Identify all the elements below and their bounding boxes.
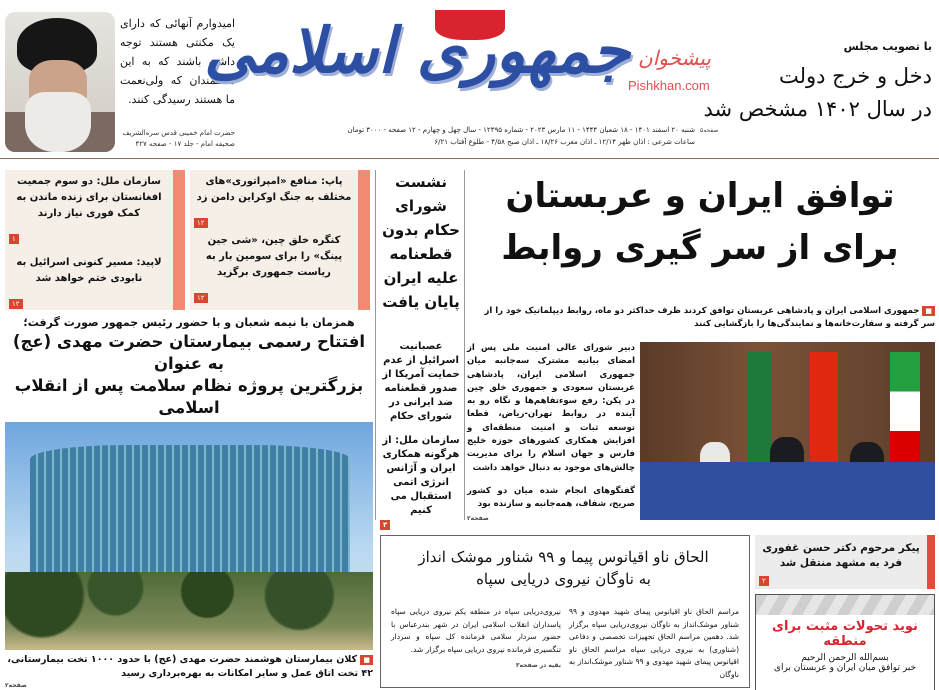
decorative-pattern	[756, 595, 934, 615]
quote-source-line: حضرت امام خمینی قدس سره‌الشریف	[122, 129, 235, 137]
page-badge: ۱	[9, 234, 19, 244]
column-divider	[464, 170, 465, 520]
caption-text: کلان بیمارستان هوشمند حضرت مهدی (عج) با حدود ۱۰۰۰ تخت بیمارستانی، ۴۲ تخت اتاق عمل و سایر امکانات به بهره‌برداری رسید	[7, 654, 373, 679]
newspaper-logo	[204, 10, 630, 118]
page-badge: ۳	[380, 520, 390, 530]
headline-line: در سال ۱۴۰۲ مشخص شد	[703, 97, 932, 121]
page-badge: ۱۲	[194, 218, 208, 228]
subhead-text: جمهوری اسلامی ایران و پادشاهی عربستان توافق کردند ظرف حداکثر دو ماه، روابط دیپلماتیک خود را از سر گرفته و سفارت‌خانه‌ها و نمایندگی‌ها را بازگشایی کنند	[484, 306, 935, 329]
headline-line: دخل و خرج دولت	[778, 64, 932, 88]
main-story-text	[467, 342, 635, 525]
editorial-line: بسم‌الله الرحمن الرحیم	[801, 653, 889, 663]
logo-text: جمهوری اسلامی	[204, 14, 630, 87]
headline-line: بزرگترین پروژه نظام سلامت پس از انقلاب اسلامی	[14, 376, 364, 417]
news-box-text: لاپید: مسیر کنونی اسرائیل به نابودی ختم خواهد شد	[16, 257, 162, 284]
hospital-headline[interactable]	[5, 331, 373, 419]
headline-line: افتتاح رسمی بیمارستان حضرت مهدی (عج) به عنوان	[12, 332, 366, 373]
page-ref: صفحه۲	[467, 514, 489, 522]
editorial-line: خبر توافق میان ایران و عربستان برای	[773, 663, 917, 673]
divider	[0, 158, 939, 159]
quote-source	[120, 128, 235, 150]
page-badge: ۲	[759, 576, 769, 586]
dateline-line: ساعات شرعی : اذان ظهر ۱۲/۱۴ ـ اذان مغرب ۱۸/۲۶ ـ اذان صبح ۴/۵۸ - طلوع آفتاب ۶/۲۱	[434, 138, 695, 146]
paragraph: دبیر شورای عالی امنیت ملی پس از امضای بیانیه مشترک سه‌جانبه میان جمهوری اسلامی ایران، پادشاهی عربستان سعودی و جمهوری خلق چین در پکن: رفع سوءتفاهم‌ها و نگاه رو به آینده در روابط تهران-ریاض، قطعا توسعه ثبات و امنیت منطقه‌ای و افزایش همکاری کشورهای حوزه خلیج فارس و جهان اسلام را برای مدیریت چالش‌های موجود به دنبال خواهد داشت	[467, 343, 635, 473]
middle-headline[interactable]: نشست شورای حکام بدون قطعنامه علیه ایران پایان یافت	[382, 173, 460, 311]
column-divider	[375, 170, 376, 520]
page-ref: صفحه۵	[700, 127, 719, 134]
obituary-box[interactable]	[755, 535, 935, 589]
top-headline-kicker: با تصویب مجلس	[843, 40, 932, 53]
quote-source-line: صحیفه امام - جلد ۱۷ - صفحه ۴۲۷	[135, 140, 235, 148]
dateline-line: شنبه ۲۰ اسفند ۱۴۰۱ - ۱۸ شعبان ۱۴۴۴ - ۱۱ مارس ۲۰۲۳ - شماره ۱۲۴۹۵ - سال چهل و چهارم - ۱۲ صفحه - ۳۰۰۰ تومان	[347, 126, 695, 134]
editorial-title: نوید تحولات مثبت برای منطقه	[772, 619, 918, 649]
middle-item[interactable]: سازمان ملل: از هرگونه همکاری ایران و آژانس انرژی اتمی استقبال می کنیم	[382, 435, 460, 516]
headline-line: برای از سر گیری روابط	[501, 228, 899, 268]
top-headline[interactable]	[700, 60, 932, 136]
news-box-text: کنگره خلق چین، «شی جین پینگ» را برای سومین بار به ریاست جمهوری برگزید	[205, 235, 343, 278]
headline-line: به ناوگان نیروی دریایی سپاه	[476, 570, 651, 588]
paragraph: گفتگوهای انجام شده میان دو کشور صریح، شفاف، همه‌جانبه و سازنده بود	[467, 485, 635, 510]
right-column	[755, 535, 935, 690]
obituary-text: پیکر مرحوم دکتر حسن غفوری فرد به مشهد منتقل شد	[762, 542, 920, 569]
middle-items	[380, 340, 462, 532]
quote-text: امیدوارم آنهائی که دارای یک مکنتی هستند توجه داشته باشند که به این مستمندان که ولی‌نعمت ما هستند رسیدگی کنند.	[120, 17, 235, 106]
page-ref: صفحه۲	[5, 682, 27, 689]
navy-headline	[386, 546, 741, 590]
main-subhead: ■ جمهوری اسلامی ایران و پادشاهی عربستان توافق کردند ظرف حداکثر دو ماه، روابط دیپلماتیک خود را از سر گرفته و سفارت‌خانه‌ها و نمایندگی‌ها را بازگشایی کنند	[484, 306, 935, 329]
signing-ceremony-photo	[640, 342, 935, 520]
news-box-text: سازمان ملل: دو سوم جمعیت افغانستان برای زنده ماندن به کمک فوری نیاز دارند	[16, 176, 162, 219]
news-box-text: پاپ: منافع «امپراتوری»های مختلف به جنگ اوکراین دامن زد	[196, 176, 352, 203]
watermark-fa: پیشخوان	[638, 46, 711, 70]
page-badge: ۱۲	[9, 299, 23, 309]
headline-line: الحاق ناو اقیانوس پیما و ۹۹ شناور موشک انداز	[418, 548, 709, 566]
dateline	[240, 124, 695, 148]
navy-story[interactable]	[380, 535, 750, 688]
page-ref: بقیه در صفحه۳	[515, 662, 561, 669]
story-column	[391, 606, 561, 673]
column-text: نیروی‌دریایی سپاه در منطقه یکم نیروی دریایی سپاه پاسداران انقلاب اسلامی ایران در شهر بندرعباس با حضور سردار سلامی فرمانده کل سپاه و سردار تنگسیری فرمانده نیروی دریایی سپاه برگزار شد.	[391, 607, 561, 654]
hospital-caption: ■ کلان بیمارستان هوشمند حضرت مهدی (عج) با حدود ۱۰۰۰ تخت بیمارستانی، ۴۲ تخت اتاق عمل و سایر امکانات به بهره‌برداری رسید صفحه۲	[5, 654, 373, 689]
khomeini-portrait	[5, 12, 115, 152]
watermark-en: Pishkhan.com	[628, 78, 710, 93]
middle-item[interactable]: عصبانیت اسرائیل از عدم حمایت آمریکا از صدور قطعنامه ضد ایرانی در شورای حکام	[382, 341, 460, 422]
news-box[interactable]	[5, 170, 185, 310]
news-box[interactable]	[190, 170, 370, 310]
hospital-story	[5, 315, 373, 690]
main-headline[interactable]	[470, 170, 930, 274]
editorial-box[interactable]	[755, 594, 935, 690]
headline-line: توافق ایران و عربستان	[505, 176, 895, 216]
page-badge: ۱۲	[194, 293, 208, 303]
story-column: مراسم الحاق ناو اقیانوس پیمای شهید مهدوی و ۹۹ شناور موشک‌انداز به ناوگان نیروی‌دریایی سپاه برگزار شد. دهمین مراسم الحاق تجهیزات تخصصی و دفاعی (شناوری) به نیروی دریایی سپاه مراسم الحاق ناو اقیانوس پیمای شهید مهدوی و ۹۹ شناور موشک‌انداز به ناوگان	[569, 607, 739, 679]
hospital-kicker: همزمان با نیمه شعبان و با حضور رئیس جمهور صورت گرفت؛	[23, 316, 355, 329]
hospital-photo	[5, 422, 373, 650]
